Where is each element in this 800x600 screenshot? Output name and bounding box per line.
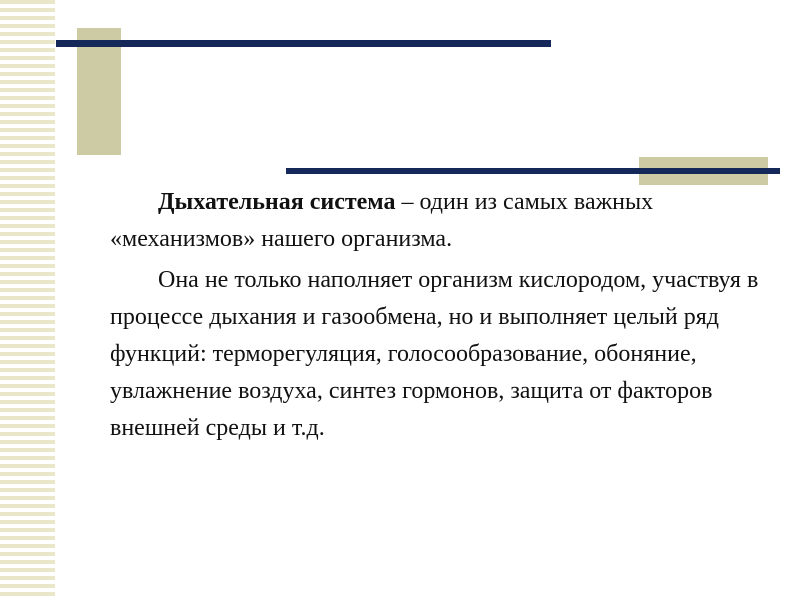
definition-text: – один из самых важных «механизмов» нашего организма. [110,189,654,252]
paragraph-functions: Она не только наполняет организм кислородом, участвуя в процессе дыхания и газообмена, но и выполняет целый ряд функций: терморегуляция, голосообразование, обоняние, увлажнение воздуха, синтез гормонов, защита от факторов внешней среды и т.д. [110,267,759,441]
decorative-line-top [56,40,551,47]
striped-side-decoration [0,0,55,600]
slide-body [110,184,770,451]
decorative-block-top-left [77,28,121,155]
bold-term: Дыхательная система [158,189,396,215]
paragraph-definition [110,184,770,258]
decorative-line-middle [286,168,780,174]
